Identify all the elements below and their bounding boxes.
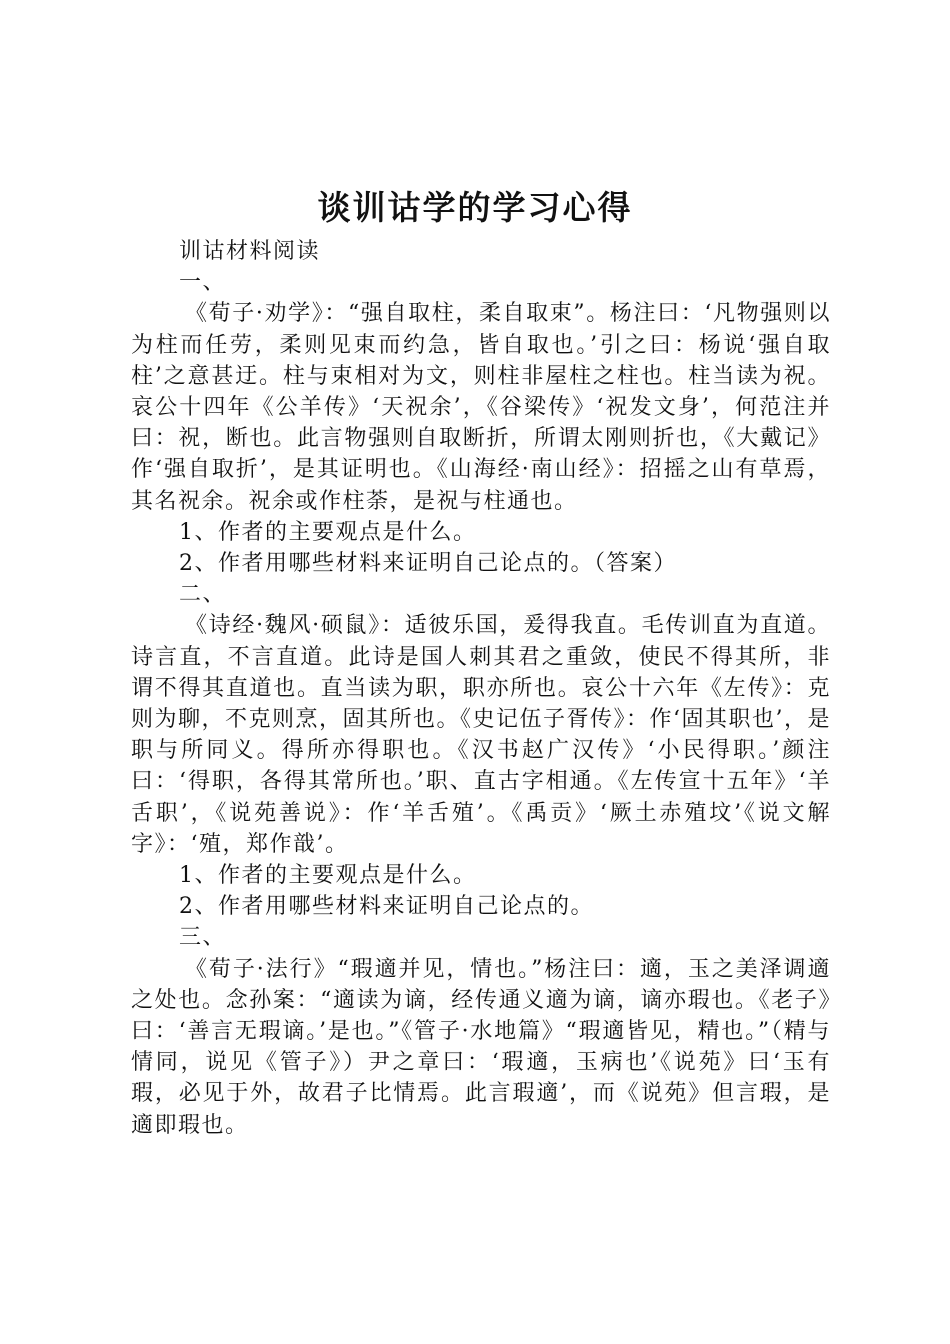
section-passage: 《荀子·法行》“瑕適并见，情也。”杨注曰：適，玉之美泽调適之处也。念孙案：“適读为谪，经传通义適为谪，谪亦瑕也。《老子》曰：‘善言无瑕谪。’是也。”《管子·水地篇》“瑕適皆见，精也。”（精与情同，说见《管子》）尹之章曰：‘瑕適，玉病也’《说苑》曰‘玉有瑕，必见于外，故君子比情焉。此言瑕適’，而《说苑》但言瑕，是適即瑕也。 — [131, 956, 831, 1138]
document-title: 谈训诂学的学习心得 — [317, 188, 633, 227]
section-passage: 《诗经·魏风·硕鼠》：适彼乐国，爰得我直。毛传训直为直道。诗言直，不言直道。此诗是国人刺其君之重敛，使民不得其所，非谓不得其直道也。直当读为职，职亦所也。哀公十六年《左传》：克则为聊，不克则烹，固其所也。《史记伍子胥传》：作‘固其职也’，是职与所同义。得所亦得职也。《汉书赵广汉传》‘小民得职。’颜注曰：‘得职，各得其常所也。’职、直古字相通。《左传宣十五年》‘羊舌职’，《说苑善说》：作‘羊舌殖’。《禹贡》‘厥土赤殖坟’《说文解字》：‘殖，郑作戠’。 — [131, 613, 831, 857]
section-number: 二、 — [179, 582, 227, 608]
document-subtitle: 训诂材料阅读 — [179, 239, 321, 264]
section-passage: 《荀子·劝学》：“强自取柱，柔自取束”。杨注曰：‘凡物强则以为柱而任劳，柔则见束而约急，皆自取也。’引之曰：杨说‘强自取柱’之意甚迂。柱与束相对为文，则柱非屋柱之柱也。柱当读为祝。哀公十四年《公羊传》‘天祝余’，《谷梁传》‘祝发文身’，何范注并曰：祝，断也。此言物强则自取断折，所谓太刚则折也，《大戴记》作‘强自取折’，是其证明也。《山海经·南山经》：招摇之山有草焉，其名祝余。祝余或作柱荼，是祝与柱通也。 — [131, 301, 831, 514]
question-item: 1、作者的主要观点是什么。 — [179, 863, 477, 889]
section-number: 一、 — [179, 270, 227, 296]
question-item: 2、作者用哪些材料来证明自己论点的。 — [179, 894, 594, 920]
question-item: 1、作者的主要观点是什么。 — [179, 519, 477, 545]
question-item: 2、作者用哪些材料来证明自己论点的。（答案） — [179, 551, 677, 577]
document-body — [131, 236, 831, 1141]
section-number: 三、 — [179, 925, 227, 951]
